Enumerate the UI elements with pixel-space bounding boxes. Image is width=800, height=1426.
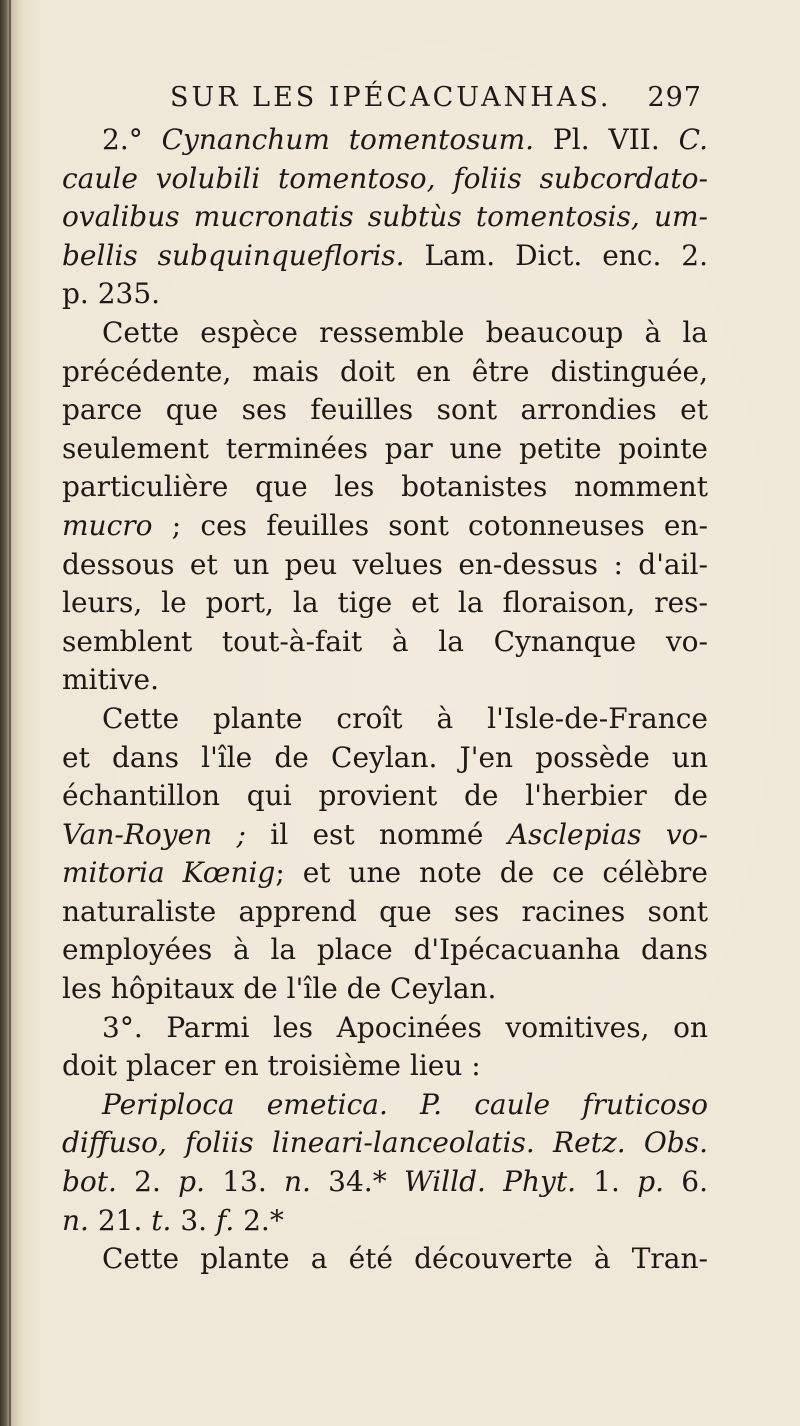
italic-segment: mucro bbox=[62, 508, 153, 542]
text-line bbox=[62, 1009, 708, 1048]
running-title: SUR LES IPÉCACUANHAS. bbox=[170, 82, 612, 113]
text-line bbox=[62, 275, 708, 314]
text-segment: doit placer en troisième lieu : bbox=[62, 1049, 481, 1083]
italic-segment: diffuso, foliis lineari-lanceolatis. Retz. Obs. bbox=[62, 1126, 708, 1160]
text-line bbox=[62, 391, 708, 430]
text-segment: 13. bbox=[204, 1165, 284, 1199]
text-line bbox=[62, 661, 708, 700]
italic-segment: Asclepias vo- bbox=[507, 817, 708, 851]
text-line bbox=[62, 584, 708, 623]
italic-segment: bot. bbox=[62, 1165, 117, 1199]
text-segment: naturaliste apprend que ses racines sont bbox=[62, 894, 708, 928]
text-line bbox=[62, 931, 708, 970]
text-segment: Pl. VII. bbox=[534, 123, 679, 156]
text-line bbox=[62, 700, 708, 739]
text-segment: il est nommé bbox=[245, 817, 508, 851]
italic-segment: C. bbox=[678, 123, 708, 156]
page-number: 297 bbox=[647, 82, 702, 113]
text-segment: Lam. Dict. enc. 2. bbox=[404, 238, 708, 272]
italic-segment: Periploca emetica. P. caule fruticoso bbox=[102, 1087, 708, 1121]
text-segment: ; ces feuilles sont cotonneuses en- bbox=[152, 508, 708, 542]
italic-segment: Willd. Phyt. bbox=[403, 1165, 576, 1199]
text-line bbox=[62, 353, 708, 392]
text-line bbox=[62, 1202, 708, 1241]
text-line bbox=[62, 121, 708, 160]
text-segment: 3°. Parmi les Apocinées vomitives, on bbox=[102, 1010, 708, 1044]
italic-segment: Cynanchum tomentosum. bbox=[161, 123, 535, 156]
text-line bbox=[62, 314, 708, 353]
text-segment: 2.° bbox=[102, 123, 162, 156]
text-line bbox=[62, 160, 708, 199]
italic-segment: mitoria Kœnig bbox=[62, 856, 276, 890]
text-line bbox=[62, 970, 708, 1009]
text-segment: employées à la place d'Ipécacuanha dans bbox=[62, 933, 708, 967]
text-segment: leurs, le port, la tige et la floraison, res- bbox=[62, 586, 708, 620]
italic-segment: p. bbox=[178, 1165, 205, 1199]
text-line bbox=[62, 623, 708, 662]
italic-segment: t. bbox=[151, 1203, 172, 1237]
binding-gutter bbox=[9, 0, 11, 1426]
text-segment: Cette espèce ressemble beaucoup à la bbox=[102, 315, 708, 349]
text-line bbox=[62, 1163, 708, 1202]
text-line bbox=[62, 854, 708, 893]
text-line bbox=[62, 1086, 708, 1125]
text-segment: 1. bbox=[576, 1165, 638, 1199]
text-segment: mitive. bbox=[62, 663, 160, 697]
text-segment: Cette plante a été découverte à Tran- bbox=[102, 1242, 708, 1276]
text-segment: échantillon qui provient de l'herbier de bbox=[62, 779, 708, 813]
text-segment: 6. bbox=[664, 1165, 708, 1199]
italic-segment: p. bbox=[637, 1165, 665, 1199]
text-segment: ; et une note de ce célèbre bbox=[275, 856, 708, 890]
text-segment: dessous et un peu velues en-dessus : d'ail- bbox=[62, 547, 708, 581]
text-segment: 2.* bbox=[234, 1203, 284, 1237]
text-line bbox=[62, 1047, 708, 1086]
text-line bbox=[62, 237, 708, 276]
italic-segment: Van-Royen ; bbox=[62, 817, 246, 851]
text-segment: semblent tout-à-fait à la Cynanque vo- bbox=[62, 624, 708, 658]
text-segment: précédente, mais doit en être distinguée, bbox=[62, 354, 708, 388]
text-segment: 3. bbox=[171, 1203, 216, 1237]
italic-segment: ovalibus mucronatis subtùs tomentosis, um- bbox=[62, 200, 708, 234]
text-line bbox=[62, 777, 708, 816]
text-segment: 21. bbox=[88, 1203, 152, 1237]
body-text bbox=[62, 121, 708, 1279]
text-line bbox=[62, 1124, 708, 1163]
text-line bbox=[62, 1240, 708, 1279]
text-line bbox=[62, 739, 708, 778]
text-segment: particulière que les botanistes nomment bbox=[62, 470, 708, 504]
italic-segment: caule volubili tomentoso, foliis subcordato- bbox=[62, 161, 708, 195]
text-line bbox=[62, 430, 708, 469]
text-line bbox=[62, 893, 708, 932]
text-line bbox=[62, 468, 708, 507]
text-segment: 2. bbox=[116, 1165, 179, 1199]
text-line bbox=[62, 198, 708, 237]
text-segment: seulement terminées par une petite pointe bbox=[62, 431, 708, 465]
text-segment: parce que ses feuilles sont arrondies et bbox=[62, 393, 708, 427]
text-segment: 34.* bbox=[310, 1165, 404, 1199]
italic-segment: f. bbox=[215, 1203, 235, 1237]
text-segment: Cette plante croît à l'Isle-de-France bbox=[102, 701, 708, 735]
italic-segment: bellis subquinquefloris. bbox=[62, 238, 405, 272]
text-line bbox=[62, 546, 708, 585]
text-segment: et dans l'île de Ceylan. J'en possède un bbox=[62, 740, 708, 774]
text-line bbox=[62, 816, 708, 855]
text-segment: les hôpitaux de l'île de Ceylan. bbox=[62, 972, 497, 1006]
italic-segment: n. bbox=[62, 1203, 89, 1237]
italic-segment: n. bbox=[283, 1165, 311, 1199]
text-segment: p. 235. bbox=[62, 277, 161, 311]
text-line bbox=[62, 507, 708, 546]
